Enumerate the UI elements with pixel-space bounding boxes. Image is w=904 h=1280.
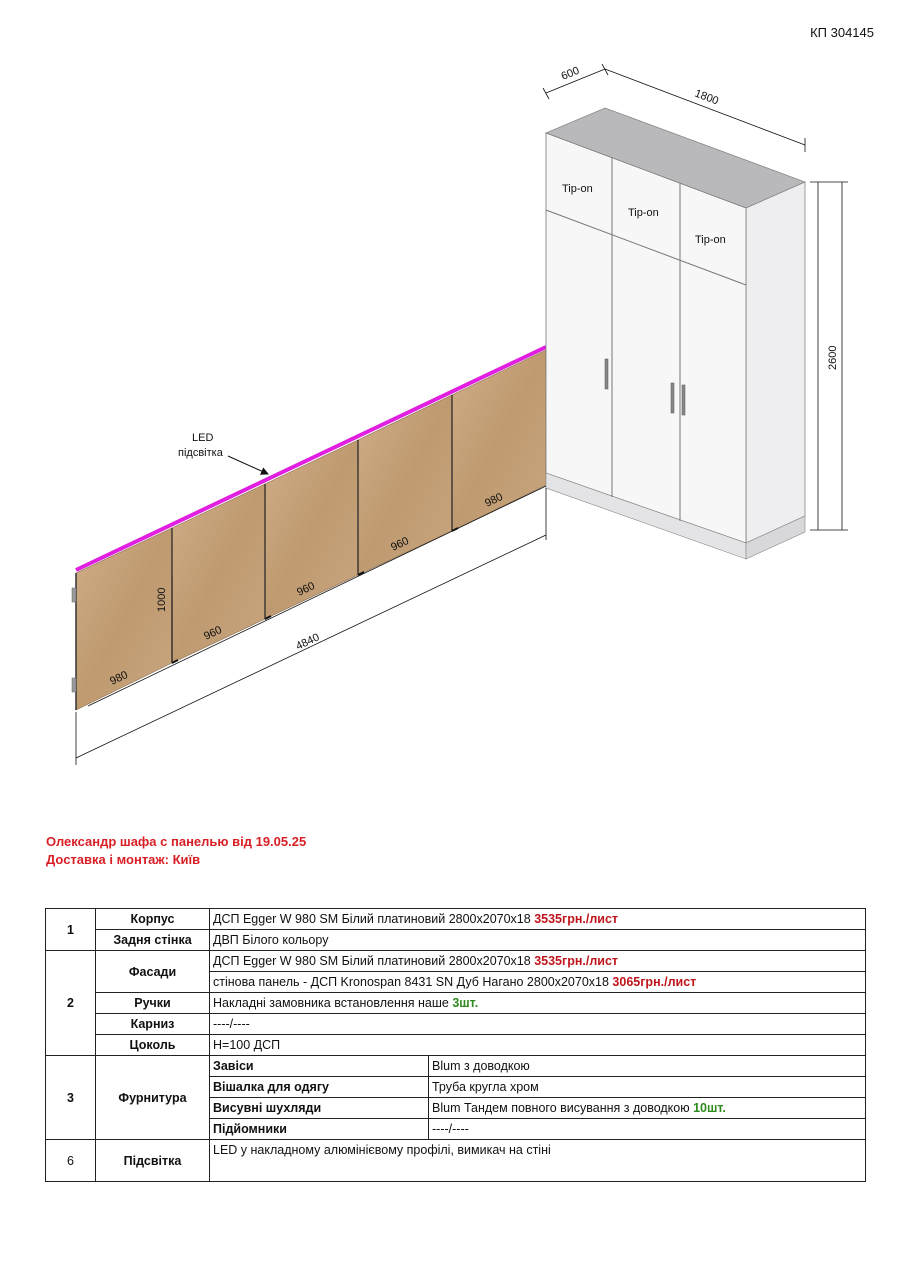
row-label: Карниз — [96, 1014, 210, 1035]
panel-bracket-top — [72, 588, 76, 602]
tip-on-label-3: Tip-on — [695, 234, 726, 246]
price-value: 3535грн./лист — [534, 912, 619, 926]
row-label: Цоколь — [96, 1035, 210, 1056]
wardrobe — [546, 108, 805, 559]
led-label-line1: LED — [192, 432, 214, 444]
spec-table — [45, 908, 866, 1182]
row-number: 1 — [46, 909, 96, 951]
row-value: ----/---- — [429, 1119, 866, 1140]
quantity-value: 10шт. — [693, 1101, 726, 1115]
panel-width-2: 960 — [202, 623, 224, 643]
document-number: КП 304145 — [810, 25, 874, 40]
row-value: стінова панель - ДСП Kronospan 8431 SN Дуб Нагано 2800х2070х18 3065грн./лист — [210, 972, 866, 993]
order-heading — [46, 833, 306, 869]
led-label-line2: підсвітка — [178, 447, 223, 459]
row-number: 6 — [46, 1140, 96, 1182]
row-value: LED у накладному алюмінієвому профілі, вимикач на стіні — [210, 1140, 866, 1182]
wardrobe-side — [746, 182, 805, 543]
row-value: Blum Тандем повного висування з доводкою 10шт. — [429, 1098, 866, 1119]
panel-width-3: 960 — [295, 579, 317, 599]
table-row — [46, 930, 866, 951]
sub-label: Висувні шухляди — [210, 1098, 429, 1119]
price-value: 3065грн./лист — [612, 975, 697, 989]
quantity-value: 3шт. — [452, 996, 479, 1010]
panel-width-4: 960 — [389, 534, 411, 554]
wall-panel-group — [72, 347, 546, 710]
sub-label: Вішалка для одягу — [210, 1077, 429, 1098]
door-handle-right — [682, 385, 685, 415]
door-handle-left — [605, 359, 608, 389]
sub-label: Завіси — [210, 1056, 429, 1077]
row-value: Н=100 ДСП — [210, 1035, 866, 1056]
row-value: ДВП Білого кольору — [210, 930, 866, 951]
panel-height-dimension: 1000 — [156, 587, 168, 612]
table-row — [46, 1035, 866, 1056]
delivery-line: Доставка і монтаж: Київ — [46, 852, 201, 867]
table-row — [46, 1014, 866, 1035]
table-row — [46, 951, 866, 972]
row-value: Труба кругла хром — [429, 1077, 866, 1098]
tip-on-label-1: Tip-on — [562, 183, 593, 195]
panel-width-1: 980 — [108, 668, 130, 688]
led-pointer-arrow — [228, 456, 268, 474]
table-row — [46, 1056, 866, 1077]
door-handle-center — [671, 383, 674, 413]
row-value: ДСП Egger W 980 SM Білий платиновий 2800х2070х18 3535грн./лист — [210, 909, 866, 930]
order-title: Олександр шафа с панелью від 19.05.25 — [46, 834, 307, 849]
panel-bracket-bottom — [72, 678, 76, 692]
row-label: Фасади — [96, 951, 210, 993]
table-row — [46, 993, 866, 1014]
row-value: Blum з доводкою — [429, 1056, 866, 1077]
row-label: Фурнитура — [96, 1056, 210, 1140]
row-number: 2 — [46, 951, 96, 1056]
width-dimension: 1800 — [692, 87, 721, 108]
row-label: Ручки — [96, 993, 210, 1014]
row-label: Корпус — [96, 909, 210, 930]
row-value: ДСП Egger W 980 SM Білий платиновий 2800х2070х18 3535грн./лист — [210, 951, 866, 972]
row-label: Підсвітка — [96, 1140, 210, 1182]
panel-total-dimension: 4840 — [294, 631, 322, 653]
price-value: 3535грн./лист — [534, 954, 619, 968]
tip-on-label-2: Tip-on — [628, 207, 659, 219]
wall-panel-1 — [76, 528, 172, 710]
table-row — [46, 1140, 866, 1182]
row-number: 3 — [46, 1056, 96, 1140]
panel-width-5: 980 — [483, 490, 505, 510]
row-label: Задня стінка — [96, 930, 210, 951]
row-value: ----/---- — [210, 1014, 866, 1035]
table-row — [46, 909, 866, 930]
sub-label: Підйомники — [210, 1119, 429, 1140]
row-value: Накладні замовника встановлення наше 3шт. — [210, 993, 866, 1014]
depth-dimension: 600 — [559, 64, 582, 83]
height-dimension: 2600 — [827, 345, 839, 370]
